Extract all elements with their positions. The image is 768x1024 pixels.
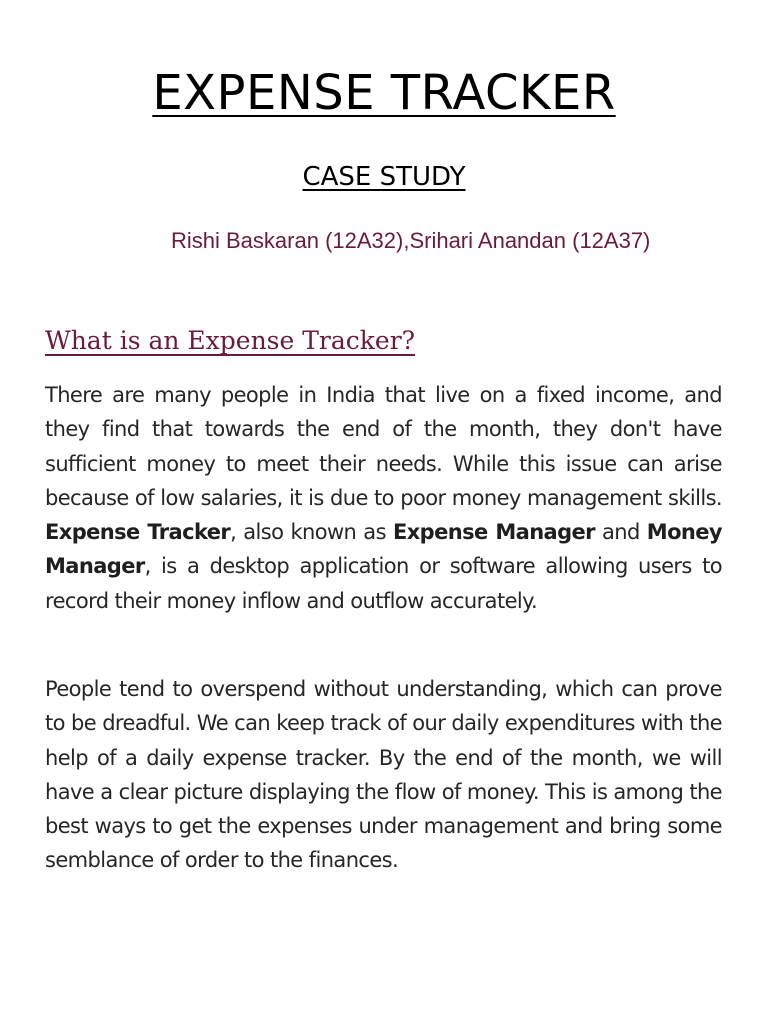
paragraph-1-bold-money-manager: Money Manager — [45, 520, 722, 579]
page-subtitle-text: CASE STUDY — [302, 162, 466, 192]
page-title-text: EXPENSE TRACKER — [152, 65, 616, 121]
paragraph-1-bold-expense-tracker: Expense Tracker — [45, 520, 231, 545]
paragraph-1-text-a: There are many people in India that live on a fixed income, and they find that towards the end of the month, they don't have sufficient money to meet their needs. While this issue can arise because of low salaries, it is due to poor money management skills. — [45, 383, 722, 510]
page-subtitle — [0, 157, 768, 197]
paragraph-1-text-d: , is a desktop application or software allowing users to record their money inflow and outflow accurately. — [45, 554, 722, 613]
paragraph-1-text-c: and — [594, 520, 647, 545]
paragraph-1-bold-expense-manager: Expense Manager — [392, 520, 595, 545]
section-heading-text: What is an Expense Tracker? — [45, 326, 416, 355]
section-heading — [45, 320, 725, 362]
authors-line: Rishi Baskaran (12A32),Srihari Anandan (12A37) — [171, 228, 651, 253]
paragraph-1-text-b: , also known as — [230, 520, 393, 545]
body-paragraph-1 — [45, 378, 722, 618]
page-title — [0, 58, 768, 128]
body-paragraph-2: People tend to overspend without understanding, which can prove to be dreadful. We can keep track of our daily expenditures with the help of a daily expense tracker. By the end of the month, we will have a clear picture displaying the flow of money. This is among the best ways to get the expenses under management and bring some semblance of order to the finances. — [45, 677, 722, 873]
